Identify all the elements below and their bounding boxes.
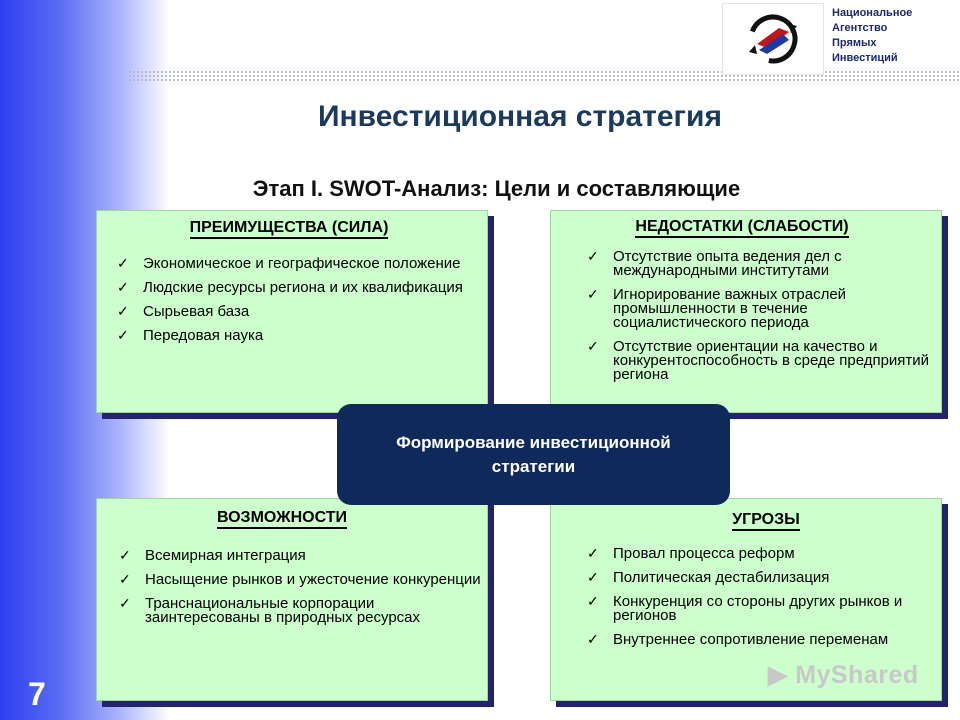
checkmark-icon: ✓ xyxy=(587,631,599,647)
list-item: ✓ Внутреннее сопротивление переменам xyxy=(587,631,889,648)
checkmark-icon: ✓ xyxy=(117,255,129,271)
checkmark-icon: ✓ xyxy=(587,593,599,609)
weaknesses-list xyxy=(587,250,941,382)
strengths-panel xyxy=(96,210,488,413)
opportunities-list xyxy=(119,549,487,625)
agency-name-line: Прямых xyxy=(832,37,877,49)
opportunities-heading: ВОЗМОЖНОСТИ xyxy=(97,499,487,527)
checkmark-icon: ✓ xyxy=(587,286,599,302)
center-line: стратегии xyxy=(491,456,576,476)
list-item: ✓ Всемирная интеграция xyxy=(119,547,306,564)
checkmark-icon: ✓ xyxy=(117,327,129,343)
checkmark-icon: ✓ xyxy=(119,547,131,563)
list-item: ✓ Сырьевая база xyxy=(117,303,250,320)
weaknesses-panel xyxy=(550,210,942,413)
checkmark-icon: ✓ xyxy=(587,248,599,264)
list-item: ✓ Передовая наука xyxy=(117,327,264,344)
list-item: ✓ Насыщение рынков и ужесточение конкуренции xyxy=(119,571,481,588)
watermark-logo xyxy=(768,660,919,690)
opportunities-panel xyxy=(96,498,488,701)
agency-name-line: Инвестиций xyxy=(832,52,898,64)
list-item: ✓ Экономическое и географическое положение xyxy=(117,255,461,272)
checkmark-icon: ✓ xyxy=(117,279,129,295)
agency-logo xyxy=(722,3,824,75)
list-item: ✓ Транснациональные корпорации заинтересованы в природных ресурсах xyxy=(119,595,421,626)
watermark-text: MyShared xyxy=(795,661,919,689)
watermark-icon: ▶ xyxy=(768,661,788,689)
agency-logo-icon xyxy=(723,4,823,74)
strengths-list xyxy=(117,257,487,343)
threats-heading: УГРОЗЫ xyxy=(551,499,941,529)
weaknesses-heading: НЕДОСТАТКИ (СЛАБОСТИ) xyxy=(551,211,941,236)
checkmark-icon: ✓ xyxy=(119,571,131,587)
list-item: ✓ Провал процесса реформ xyxy=(587,545,795,562)
center-line: Формирование инвестиционной xyxy=(396,432,671,452)
page-subtitle: Этап I. SWOT-Анализ: Цели и составляющие xyxy=(252,176,741,201)
checkmark-icon: ✓ xyxy=(119,595,131,611)
list-item: ✓ Игнорирование важных отраслей промышленности в течение социалистического периода xyxy=(587,286,847,331)
list-item: ✓ Отсутствие ориентации на качество и конкурентоспособность в среде предприятий региона xyxy=(587,338,930,383)
strengths-heading: ПРЕИМУЩЕСТВА (СИЛА) xyxy=(97,211,487,237)
checkmark-icon: ✓ xyxy=(587,569,599,585)
agency-name xyxy=(832,6,912,66)
checkmark-icon: ✓ xyxy=(587,338,599,354)
center-text xyxy=(396,431,671,479)
checkmark-icon: ✓ xyxy=(587,545,599,561)
agency-name-line: Национальное xyxy=(832,7,913,19)
list-item: ✓ Отсутствие опыта ведения дел с международными институтами xyxy=(587,248,842,279)
checkmark-icon: ✓ xyxy=(117,303,129,319)
center-strategy-box xyxy=(337,404,730,505)
page-title: Инвестиционная стратегия xyxy=(317,100,723,133)
list-item: ✓ Конкуренция со стороны других рынков и регионов xyxy=(587,593,903,624)
agency-name-line: Агентство xyxy=(832,22,888,34)
page-number: 7 xyxy=(28,676,46,712)
list-item: ✓ Политическая дестабилизация xyxy=(587,569,830,586)
threats-list xyxy=(587,547,941,647)
list-item: ✓ Людские ресурсы региона и их квалификация xyxy=(117,279,463,296)
dotted-divider xyxy=(128,70,960,82)
